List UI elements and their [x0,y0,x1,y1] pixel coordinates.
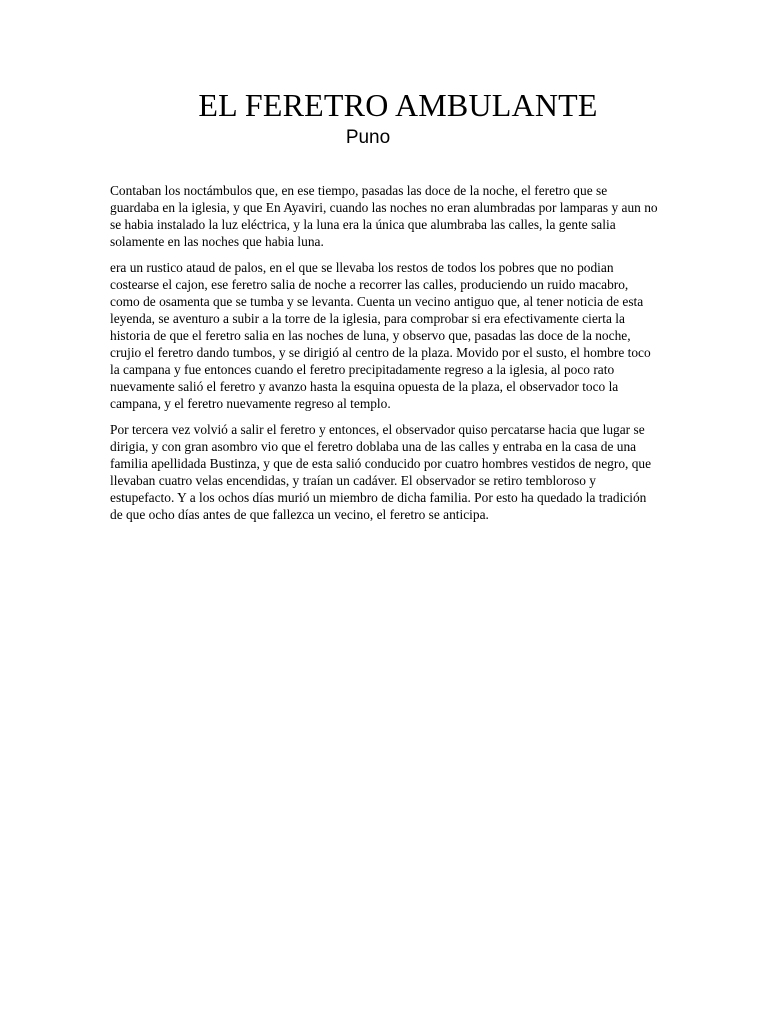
paragraph-2: era un rustico ataud de palos, en el que se llevaba los restos de todos los pobres que no podian costearse el cajon, ese feretro salia de noche a recorrer las calles, produciendo un ruido macabro, como de osamenta que se tumba y se levanta. Cuenta un vecino antiguo que, al tener noticia de esta leyenda, se aventuro a subir a la torre de la iglesia, para comprobar si era efectivamente cierta la historia de que el feretro salia en las noches de luna, y observo que, pasadas las doce de la noche, crujio el feretro dando tumbos, y se dirigió al centro de la plaza. Movido por el susto, el hombre toco la campana y fue entonces cuando el feretro precipitadamente regreso a la iglesia, al poco rato nuevamente salió el feretro y avanzo hasta la esquina opuesta de la plaza, el observador toco la campana, y el feretro nuevamente regreso al templo. [110,260,651,411]
paragraph-1: Contaban los noctámbulos que, en ese tiempo, pasadas las doce de la noche, el feretro que se guardaba en la iglesia, y que En Ayaviri, cuando las noches no eran alumbradas por lamparas y aun no se habia instalado la luz eléctrica, y la luna era la única que alumbraba las calles, la gente salia solamente en las noches que habia luna. [110,183,658,249]
document-body [110,182,658,532]
paragraph-3: Por tercera vez volvió a salir el feretro y entonces, el observador quiso percatarse hacia que lugar se dirigia, y con gran asombro vio que el feretro doblaba una de las calles y entraba en la casa de una familia apellidada Bustinza, y que de esta salió conducido por cuatro hombres vestidos de negro, que llevaban cuatro velas encendidas, y traían un cadáver. El observador se retiro tembloroso y estupefacto. Y a los ochos días murió un miembro de dicha familia. Por esto ha quedado la tradición de que ocho días antes de que fallezca un vecino, el feretro se anticipa. [110,422,652,522]
document-subtitle: Puno [345,127,391,148]
document-title: EL FERETRO AMBULANTE [198,87,598,123]
